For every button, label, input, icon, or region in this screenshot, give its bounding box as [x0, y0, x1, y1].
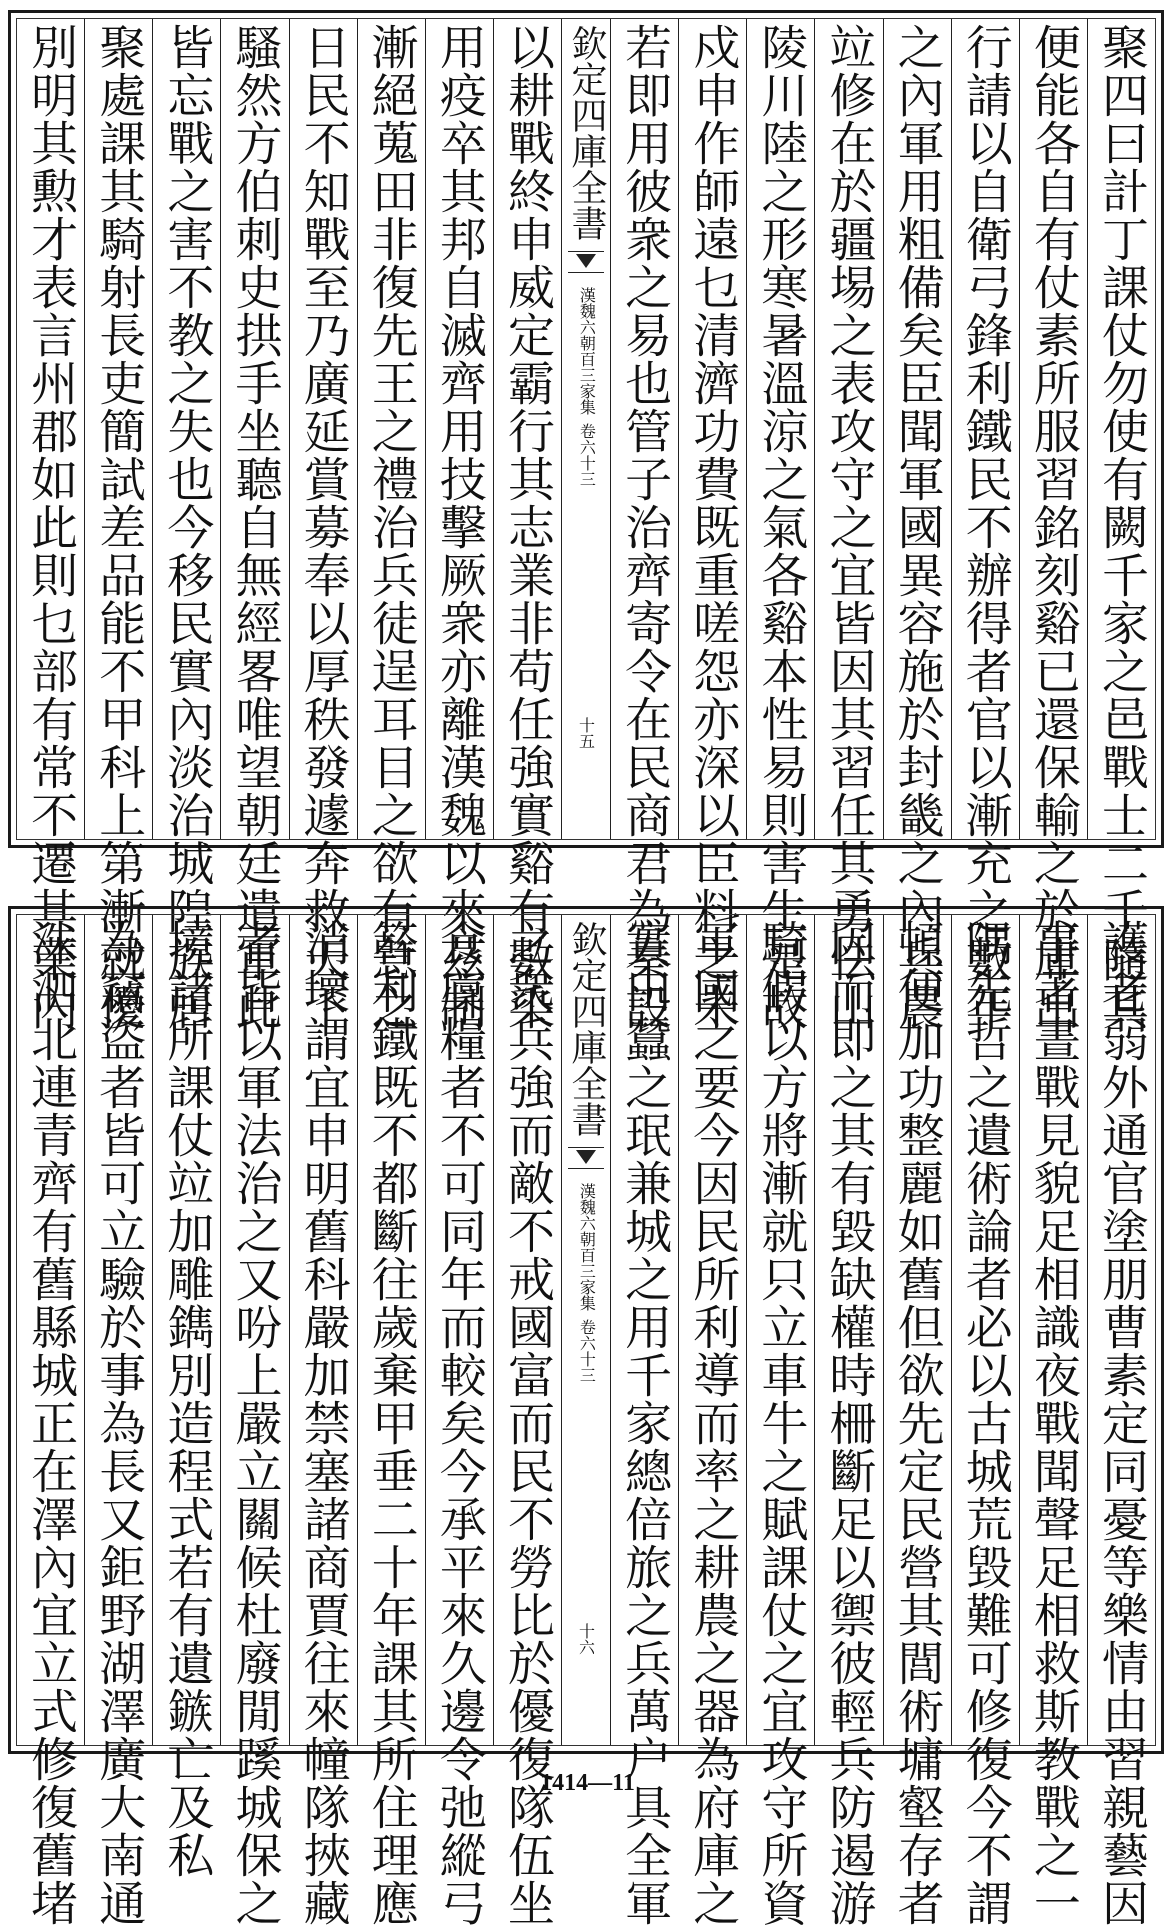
- column-text: 騎假以方將漸就只立車牛之賦課仗之宜攻守所資: [753, 919, 809, 1927]
- text-column: [678, 915, 746, 1927]
- text-column: [1019, 915, 1087, 1927]
- top-page: [8, 10, 1164, 1031]
- column-text: 便能各自有仗素所服習銘刻谿已還保輸之於庫出: [1025, 23, 1081, 1031]
- column-text: 行請以自衛弓鋒利鐵民不辦得者官以漸充之數年: [957, 23, 1013, 1031]
- top-page-columns: [17, 19, 1155, 1031]
- text-column: [220, 915, 288, 1927]
- column-text: 之衆兵強而敵不戒國富而民不勞比於優復隊伍坐: [499, 919, 555, 1927]
- column-text: 陵川陸之形寒暑溫涼之氣各谿本性易則害生是故: [753, 23, 809, 1031]
- text-column: [951, 19, 1019, 1031]
- column-text: 聚四曰計丁課仗勿使有闕千家之邑戰士二千隨其: [1093, 23, 1149, 1031]
- text-column: [289, 915, 357, 1927]
- book-title: 欽定四庫全書: [566, 921, 607, 1137]
- column-text: 者皆以軍法治之又吩上嚴立關候杜廢閒蹊城保之: [227, 919, 283, 1927]
- text-column: [152, 915, 220, 1879]
- column-text: 為竊盜者皆可立驗於事為長又鉅野湖澤廣大南通: [91, 919, 147, 1927]
- column-text: 洙泗北連青齊有舊縣城正在澤內宜立式修復舊堵: [23, 919, 79, 1927]
- text-column: [493, 915, 561, 1927]
- banxin-center-strip: [561, 915, 610, 1745]
- column-text: 簳利鐵既不都斷往歲棄甲垂二十年課其所住理應: [363, 919, 419, 1927]
- text-column: [678, 19, 746, 1031]
- text-column: [84, 19, 152, 1031]
- text-column: [357, 19, 425, 1031]
- column-text: 實田蠶之珉兼城之用千家總倍旅之兵萬户具全軍: [617, 919, 673, 1927]
- column-text: 騷然方伯刺史拱手坐聽自無經畧唯望朝廷遣軍此: [227, 23, 283, 1031]
- column-text: 護老弱外通官塗朋曹素定同憂等樂情由習親藝因: [1093, 919, 1149, 1927]
- text-column: [84, 915, 152, 1927]
- text-column: [814, 19, 882, 1031]
- volume-number: 卷六十三: [577, 1319, 597, 1383]
- text-column: [610, 19, 678, 1031]
- text-column: [746, 915, 814, 1927]
- volume-number: 卷六十三: [577, 423, 597, 487]
- page-footer-number: 1414—11: [540, 1770, 635, 1796]
- text-column: [357, 915, 425, 1927]
- fish-tail-icon: [568, 251, 604, 273]
- text-column: [17, 915, 84, 1927]
- column-text: 皆忘戰之害不教之失也今移民實內淡治城隍族居: [159, 23, 215, 1031]
- text-column: [1087, 915, 1155, 1927]
- collection-title: 漢魏六朝百三家集: [577, 287, 597, 415]
- column-text: 之內軍用粗備矣臣聞軍國異容施於封畿之內兵農: [889, 23, 945, 1031]
- column-text: 軍國之要今因民所利導而率之耕農之器為府庫之: [685, 919, 741, 1927]
- text-column: [951, 915, 1019, 1927]
- fish-tail-icon: [568, 1147, 604, 1169]
- text-column: [1019, 19, 1087, 1031]
- column-text: 漸絕蒐田非復先王之禮治兵徒逞耳目之欲有急之: [363, 23, 419, 1031]
- page-number: 十六: [576, 1623, 596, 1655]
- column-text: 頓便加功整麗如舊但欲先定民營其閭術墉壑存者: [889, 919, 945, 1927]
- column-text: 若即用彼衆之易也管子治齊寄令在民商君為秦設: [617, 23, 673, 1031]
- text-column: [152, 19, 220, 1031]
- page-number: 十五: [576, 717, 596, 749]
- column-text: 日民不知戰至乃廣延賞募奉以厚秩發遽奔救天下: [295, 23, 351, 1031]
- column-text: 食廩糧者不可同年而較矣今承平來久邊令弛縱弓: [431, 919, 487, 1927]
- text-column: [1087, 19, 1155, 1031]
- text-column: [814, 915, 882, 1927]
- column-text: 因而即之其有毀缺權時柵斷足以禦彼輕兵防遏游: [821, 919, 877, 1927]
- book-title: 欽定四庫全書: [566, 25, 607, 241]
- column-text: 別明其勲才表言州郡如此則乜部有常不遷其業內: [23, 23, 79, 1031]
- text-column: [746, 19, 814, 1031]
- text-column: [883, 19, 951, 1031]
- text-column: [883, 915, 951, 1927]
- column-text: 消壞謂宜申明舊科嚴加禁塞諸商賈往來幢隊挾藏: [295, 919, 351, 1927]
- text-column: [610, 915, 678, 1927]
- column-text: 事著晝戰見貌足相識夜戰聞聲足相救斯教戰之一: [1025, 919, 1081, 1927]
- column-text: 戍申作師遠乜清濟功費既重嗟怨亦深以臣料之未: [685, 23, 741, 1031]
- collection-title: 漢魏六朝百三家集: [577, 1183, 597, 1311]
- column-text: 竝修在於疆埸之表攻守之宜皆因其習任其勇怯山: [821, 23, 877, 1031]
- column-text: 聚處課其騎射長吏簡試差品能不甲科上第漸就優: [91, 23, 147, 1031]
- column-text: 境諸所課仗竝加雕鐫別造程式若有遺鏃亡及私: [159, 919, 215, 1879]
- text-column: [289, 19, 357, 1031]
- text-column: [493, 19, 561, 1031]
- column-text: 隅先哲之遺術論者必以古城荒毀難可修復今不謂: [957, 919, 1013, 1927]
- column-text: 以耕戰終申威定霸行其志業非苟任強實谿有數染: [499, 23, 555, 1031]
- banxin-center-strip: [561, 19, 610, 839]
- text-column: [17, 19, 84, 1031]
- column-text: 用疫卒其邦自滅齊用技擊厥衆亦離漢魏以來茲制: [431, 23, 487, 1031]
- text-column: [425, 19, 493, 1031]
- text-column: [425, 915, 493, 1927]
- text-column: [220, 19, 288, 1031]
